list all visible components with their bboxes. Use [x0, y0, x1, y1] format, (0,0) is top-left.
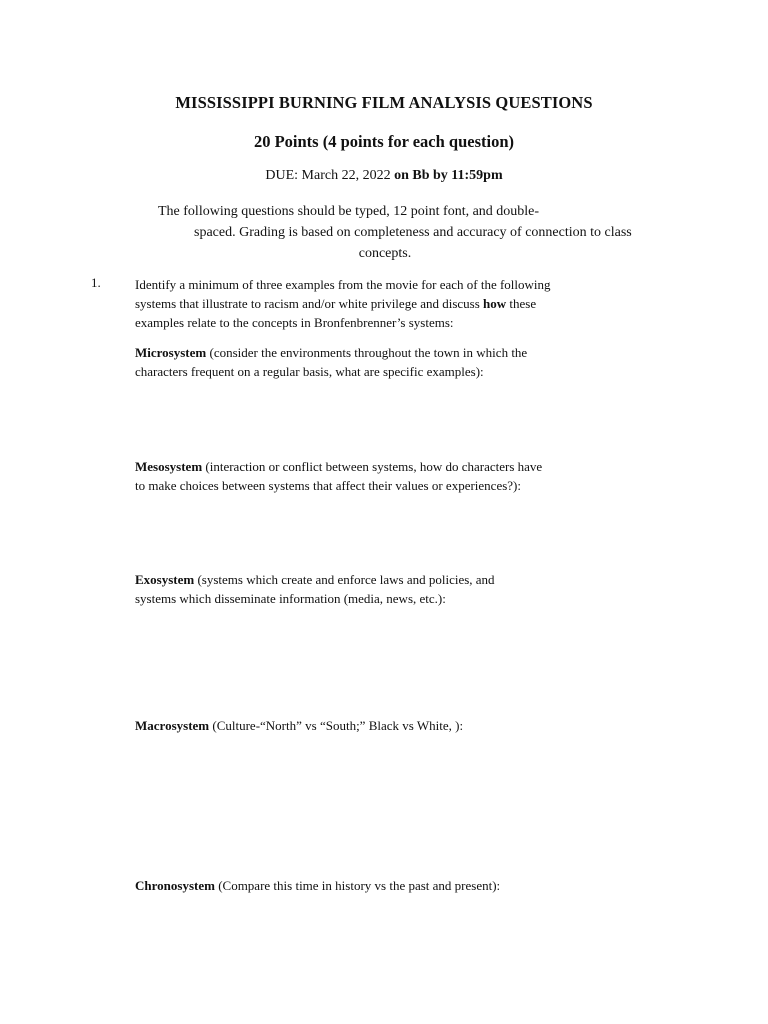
chronosystem-label: Chronosystem [135, 878, 215, 893]
question-line-2-bold: how [483, 296, 507, 311]
microsystem-line-1 [135, 343, 605, 362]
microsystem-line-2: characters frequent on a regular basis, what are specific examples): [135, 364, 484, 379]
mesosystem-label: Mesosystem [135, 459, 203, 474]
question-number: 1. [91, 275, 101, 290]
question-line-2-b: these [506, 296, 537, 311]
mesosystem-prompt [135, 457, 605, 495]
exosystem-text-1: (systems which create and enforce laws and policies, and [194, 572, 495, 587]
microsystem-prompt [135, 343, 605, 381]
macrosystem-prompt [135, 716, 605, 735]
macrosystem-label: Macrosystem [135, 718, 210, 733]
due-date-text: DUE: March 22, 2022 [265, 168, 395, 183]
macrosystem-line-1 [135, 716, 605, 735]
question-line-1: Identify a minimum of three examples from the movie for each of the following [135, 277, 551, 292]
microsystem-label: Microsystem [135, 345, 207, 360]
question-line-2 [135, 294, 595, 313]
mesosystem-line-2: to make choices between systems that affect their values or experiences?): [135, 478, 521, 493]
instructions-line-2: spaced. Grading is based on completeness and accuracy of connection to class [194, 225, 632, 240]
question-line-2-a: systems that illustrate to racism and/or white privilege and discuss [135, 296, 484, 311]
points-heading: 20 Points (4 points for each question) [253, 132, 515, 151]
due-date-bold: on Bb by 11:59pm [394, 168, 503, 183]
instructions-line-3: concepts. [358, 246, 412, 261]
microsystem-text-1: (consider the environments throughout the town in which the [206, 345, 528, 360]
question-text [135, 275, 595, 332]
due-date [0, 168, 768, 184]
exosystem-line-2: systems which disseminate information (media, news, etc.): [135, 591, 446, 606]
question-line-3: examples relate to the concepts in Bronfenbrenner’s systems: [135, 315, 454, 330]
mesosystem-text-1: (interaction or conflict between systems, how do characters have [202, 459, 543, 474]
macrosystem-text-1: (Culture-“North” vs “South;” Black vs White, ): [209, 718, 464, 733]
document-title: MISSISSIPPI BURNING FILM ANALYSIS QUESTIONS [175, 93, 593, 112]
exosystem-prompt [135, 570, 605, 608]
instructions [158, 201, 678, 264]
mesosystem-line-1 [135, 457, 605, 476]
chronosystem-line-1 [135, 876, 605, 895]
chronosystem-prompt [135, 876, 605, 895]
instructions-line-1: The following questions should be typed, 12 point font, and double- [158, 204, 540, 219]
exosystem-label: Exosystem [135, 572, 195, 587]
exosystem-line-1 [135, 570, 605, 589]
chronosystem-text-1: (Compare this time in history vs the past and present): [214, 878, 501, 893]
